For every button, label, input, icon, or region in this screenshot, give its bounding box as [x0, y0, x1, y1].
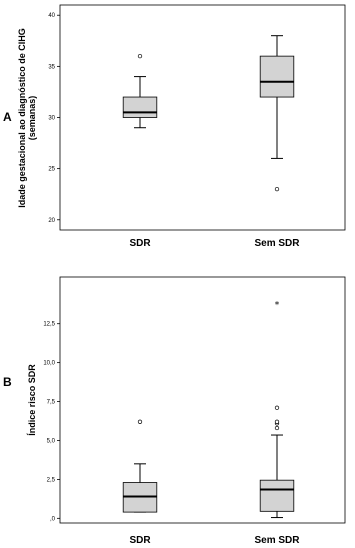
y-tick-label: 5,0 — [46, 438, 55, 445]
outlier-point — [138, 54, 142, 58]
x-tick-label: Sem SDR — [254, 535, 300, 546]
outlier-point — [275, 406, 279, 410]
x-tick-label: SDR — [129, 238, 151, 249]
plot-frame — [60, 5, 345, 230]
panel-label: B — [3, 375, 12, 389]
y-tick-label: 7,5 — [46, 399, 55, 406]
y-tick-label: 40 — [48, 13, 55, 20]
y-axis-label: Índice risco SDR — [27, 364, 37, 436]
outlier-point — [275, 426, 279, 430]
box-iqr — [260, 56, 294, 97]
panel-label: A — [3, 110, 12, 124]
outlier-point — [275, 187, 279, 191]
x-tick-label: Sem SDR — [254, 238, 300, 249]
extreme-outlier-star: * — [274, 300, 280, 311]
y-tick-label: 20 — [48, 217, 55, 224]
y-axis-label: (semanas) — [27, 95, 37, 141]
outlier-point — [138, 420, 142, 424]
outlier-point — [275, 420, 279, 424]
plot-frame — [60, 277, 345, 523]
y-axis-label: Idade gestacional ao diagnóstico de CIHG — [17, 28, 27, 208]
y-tick-label: ,0 — [49, 516, 55, 523]
x-tick-label: SDR — [129, 535, 151, 546]
y-tick-label: 25 — [48, 166, 55, 173]
y-tick-label: 10,0 — [43, 360, 55, 367]
y-tick-label: 2,5 — [46, 477, 55, 484]
y-tick-label: 35 — [48, 64, 55, 71]
y-tick-label: 30 — [48, 115, 55, 122]
y-tick-label: 12,5 — [43, 321, 55, 328]
box-iqr — [260, 480, 294, 511]
box-iqr — [123, 97, 157, 117]
